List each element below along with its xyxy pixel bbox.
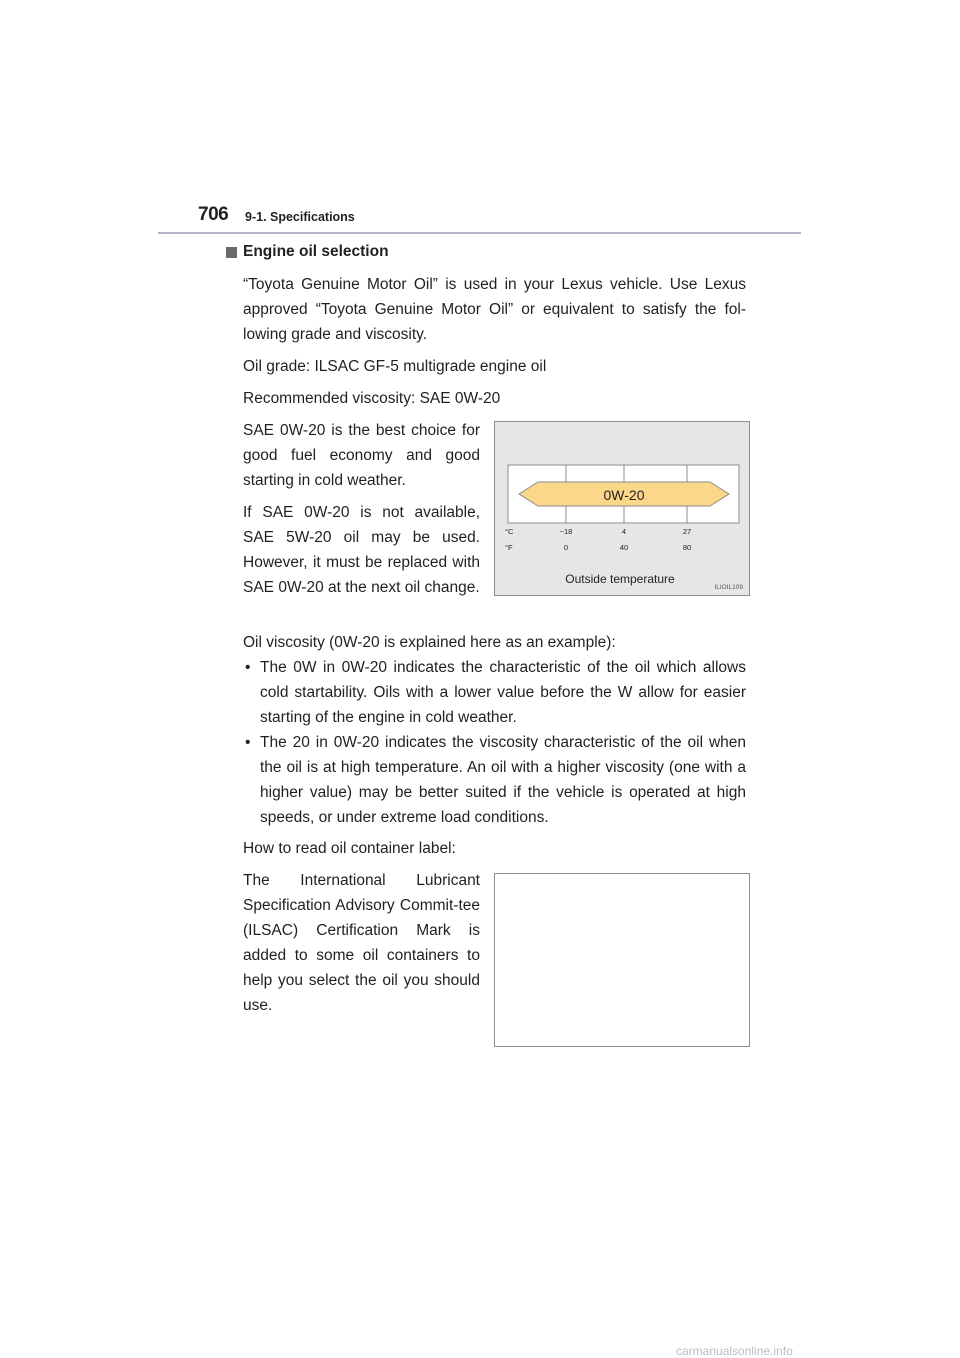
list-item [243,655,746,730]
how-to-read-paragraph: How to read oil container label: [243,840,456,857]
oil-viscosity-paragraph: Oil viscosity (0W-20 is explained here as an example): [243,634,616,651]
header-rule [158,232,801,234]
viscosity-chart [495,422,749,595]
tick-c-27: 27 [682,527,692,536]
not-available-paragraph: If SAE 0W-20 is not available, SAE 5W-20 oil may be used. However, it must be replaced with SAE 0W-20 at the next oil change. [243,504,480,596]
bullet-dot: • [245,659,251,676]
heading-text: Engine oil selection [243,243,389,260]
watermark: carmanualsonline.info [676,1344,793,1358]
best-choice-paragraph: SAE 0W-20 is the best choice for good fuel economy and good starting in cold weather. [243,422,480,489]
unit-fahrenheit: °F [505,543,513,552]
viscosity-temperature-figure [494,421,750,596]
page-number: 706 [198,204,229,225]
intro-paragraph: “Toyota Genuine Motor Oil” is used in your Lexus vehicle. Use Lexus approved “Toyota Genuine Motor Oil” or equivalent to satisfy the fol-lowing grade and viscosity. [243,276,746,343]
figure-caption: Outside temperature [565,572,675,586]
ilsac-mark-figure [494,873,750,1047]
bullet-text: The 0W in 0W-20 indicates the characteristic of the oil which allows cold startability. Oils with a lower value before the W allow for easier starting of the engine in cold weather. [260,659,746,726]
figure-code: ILIOIL109 [714,584,743,591]
tick-f-0: 0 [563,543,569,552]
tick-f-80: 80 [682,543,692,552]
recommended-viscosity-paragraph: Recommended viscosity: SAE 0W-20 [243,390,501,407]
tick-f-40: 40 [619,543,629,552]
ilsac-paragraph: The International Lubricant Specification Advisory Commit-tee (ILSAC) Certification Mark is added to some oil containers to help you select the oil you should use. [243,872,480,1014]
page-header [0,0,960,240]
viscosity-bullet-list [243,655,746,830]
tick-c-minus18: −18 [559,527,573,536]
tick-c-4: 4 [621,527,627,536]
heading-square-icon [226,247,237,258]
section-title: 9-1. Specifications [245,210,355,224]
bullet-text: The 20 in 0W-20 indicates the viscosity characteristic of the oil when the oil is at high temperature. An oil with a higher viscosity (one with a higher value) may be better suited if the vehicle is operated at high speeds, or under extreme load conditions. [260,734,746,826]
unit-celsius: °C [505,527,514,536]
arrow-label: 0W-20 [603,487,645,503]
oil-grade-paragraph: Oil grade: ILSAC GF-5 multigrade engine oil [243,358,547,375]
section-heading [226,243,389,261]
bullet-dot: • [245,734,251,751]
list-item [243,730,746,830]
